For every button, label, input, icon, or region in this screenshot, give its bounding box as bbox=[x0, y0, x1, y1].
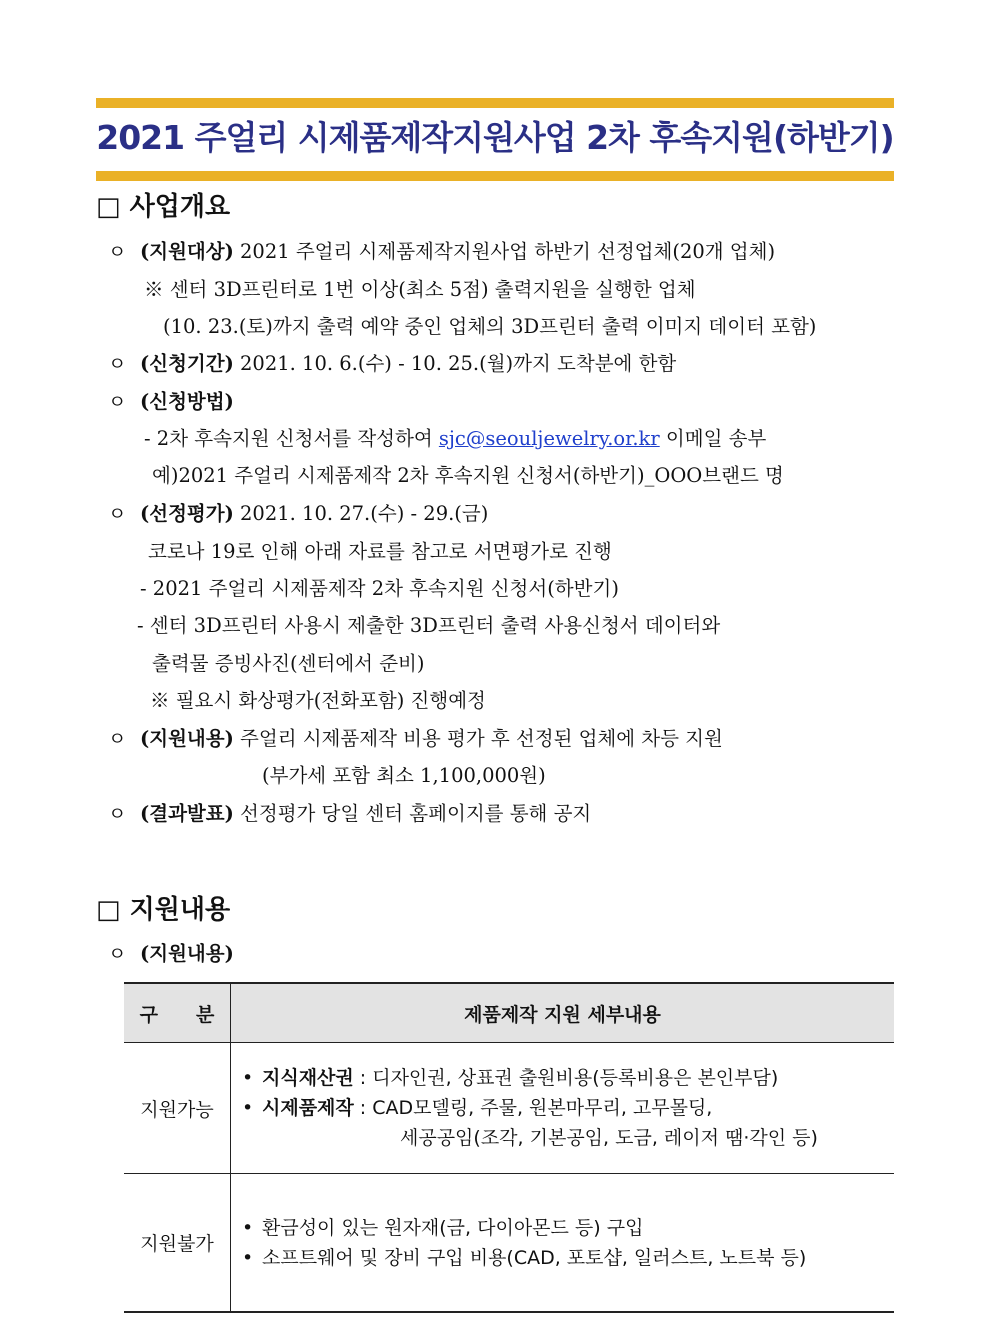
result-text: 선정평가 당일 센터 홈페이지를 통해 공지 bbox=[240, 802, 592, 825]
eval-line-2: - 2021 주얼리 시제품제작 2차 후속지원 신청서(하반기) bbox=[140, 577, 619, 600]
result-label: (결과발표) bbox=[140, 802, 234, 825]
target-note-2: (10. 23.(토)까지 출력 예약 중인 업체의 3D프린터 출력 이미지 데이터 포함) bbox=[163, 315, 817, 338]
support-table bbox=[124, 982, 894, 1313]
bullet-dot: • bbox=[242, 1246, 254, 1269]
result-line bbox=[140, 800, 591, 828]
table-row bbox=[124, 1043, 894, 1174]
support-sub-label: (지원내용) bbox=[140, 942, 234, 965]
eval-line-1: 코로나 19로 인해 아래 자료를 참고로 서면평가로 진행 bbox=[148, 540, 612, 563]
eval-line-5: ※ 필요시 화상평가(전화포함) 진행예정 bbox=[150, 689, 486, 712]
row-label-ineligible: 지원불가 bbox=[124, 1174, 231, 1313]
content-line bbox=[140, 725, 723, 753]
list-item bbox=[242, 1093, 893, 1123]
content-text: 주얼리 시제품제작 비용 평가 후 선정된 업체에 차등 지원 bbox=[240, 727, 723, 750]
bullet-method: ㅇ bbox=[108, 391, 127, 413]
target-text: 2021 주얼리 시제품제작지원사업 하반기 선정업체(20개 업체) bbox=[240, 240, 776, 263]
target-line bbox=[140, 238, 775, 266]
eval-label: (선정평가) bbox=[140, 502, 234, 525]
section-support-heading: □ 지원내용 bbox=[96, 895, 231, 925]
item-text-software: 소프트웨어 및 장비 구입 비용(CAD, 포토샵, 일러스트, 노트북 등) bbox=[262, 1246, 807, 1269]
section-overview-heading: □ 사업개요 bbox=[96, 192, 231, 222]
period-label: (신청기간) bbox=[140, 352, 234, 375]
list-item bbox=[242, 1063, 893, 1093]
bullet-eval: ㅇ bbox=[108, 503, 127, 525]
target-label: (지원대상) bbox=[140, 240, 234, 263]
title-bottom-bar bbox=[96, 171, 894, 181]
item-text-materials: 환금성이 있는 원자재(금, 다이아몬드 등) 구입 bbox=[262, 1216, 644, 1239]
item-text-prototype-cont: 세공공임(조각, 기본공임, 도금, 레이저 땜·각인 등) bbox=[400, 1127, 818, 1149]
header-details: 제품제작 지원 세부내용 bbox=[231, 983, 895, 1043]
support-sub-line bbox=[140, 940, 234, 968]
row-label-eligible: 지원가능 bbox=[124, 1043, 231, 1174]
item-text-prototype: : CAD모델링, 주물, 원본마무리, 고무몰딩, bbox=[359, 1097, 713, 1119]
list-item bbox=[242, 1243, 893, 1273]
bullet-dot: • bbox=[242, 1067, 254, 1089]
bullet-period: ㅇ bbox=[108, 353, 127, 375]
item-text-ip: : 디자인권, 상표권 출원비용(등록비용은 본인부담) bbox=[359, 1067, 779, 1089]
method-label: (신청방법) bbox=[140, 390, 234, 413]
bullet-content: ㅇ bbox=[108, 728, 127, 750]
eval-line-3: - 센터 3D프린터 사용시 제출한 3D프린터 출력 사용신청서 데이터와 bbox=[137, 614, 721, 637]
bullet-target: ㅇ bbox=[108, 241, 127, 263]
email-link[interactable]: sjc@seouljewelry.or.kr bbox=[438, 427, 660, 450]
bullet-support: ㅇ bbox=[108, 943, 127, 965]
bullet-result: ㅇ bbox=[108, 803, 127, 825]
target-note-1: ※ 센터 3D프린터로 1번 이상(최소 5점) 출력지원을 실행한 업체 bbox=[144, 278, 696, 301]
item-term-prototype: 시제품제작 bbox=[262, 1097, 354, 1119]
item-term-ip: 지식재산권 bbox=[262, 1067, 354, 1089]
document-title: 2021 주얼리 시제품제작지원사업 2차 후속지원(하반기) bbox=[96, 118, 894, 157]
eval-line-4: 출력물 증빙사진(센터에서 준비) bbox=[152, 652, 425, 675]
method-text-a: - 2차 후속지원 신청서를 작성하여 bbox=[144, 427, 433, 450]
period-line bbox=[140, 350, 676, 378]
eval-text: 2021. 10. 27.(수) - 29.(금) bbox=[240, 502, 489, 525]
method-line bbox=[144, 425, 766, 453]
content-text-2: (부가세 포함 최소 1,100,000원) bbox=[262, 764, 546, 787]
eval-line bbox=[140, 500, 488, 528]
method-example: 예)2021 주얼리 시제품제작 2차 후속지원 신청서(하반기)_OOO브랜드 명 bbox=[152, 464, 784, 487]
period-text: 2021. 10. 6.(수) - 10. 25.(월)까지 도착분에 한함 bbox=[240, 352, 677, 375]
table-header-row bbox=[124, 983, 894, 1043]
method-text-b: 이메일 송부 bbox=[665, 427, 767, 450]
bullet-dot: • bbox=[242, 1097, 254, 1119]
table-row bbox=[124, 1174, 894, 1313]
list-item bbox=[242, 1213, 893, 1243]
row-details-ineligible bbox=[231, 1174, 895, 1313]
header-category: 구 분 bbox=[124, 983, 231, 1043]
bullet-dot: • bbox=[242, 1216, 254, 1239]
title-top-bar bbox=[96, 98, 894, 108]
content-label: (지원내용) bbox=[140, 727, 234, 750]
row-details-eligible bbox=[231, 1043, 895, 1174]
method-label-line bbox=[140, 388, 234, 416]
